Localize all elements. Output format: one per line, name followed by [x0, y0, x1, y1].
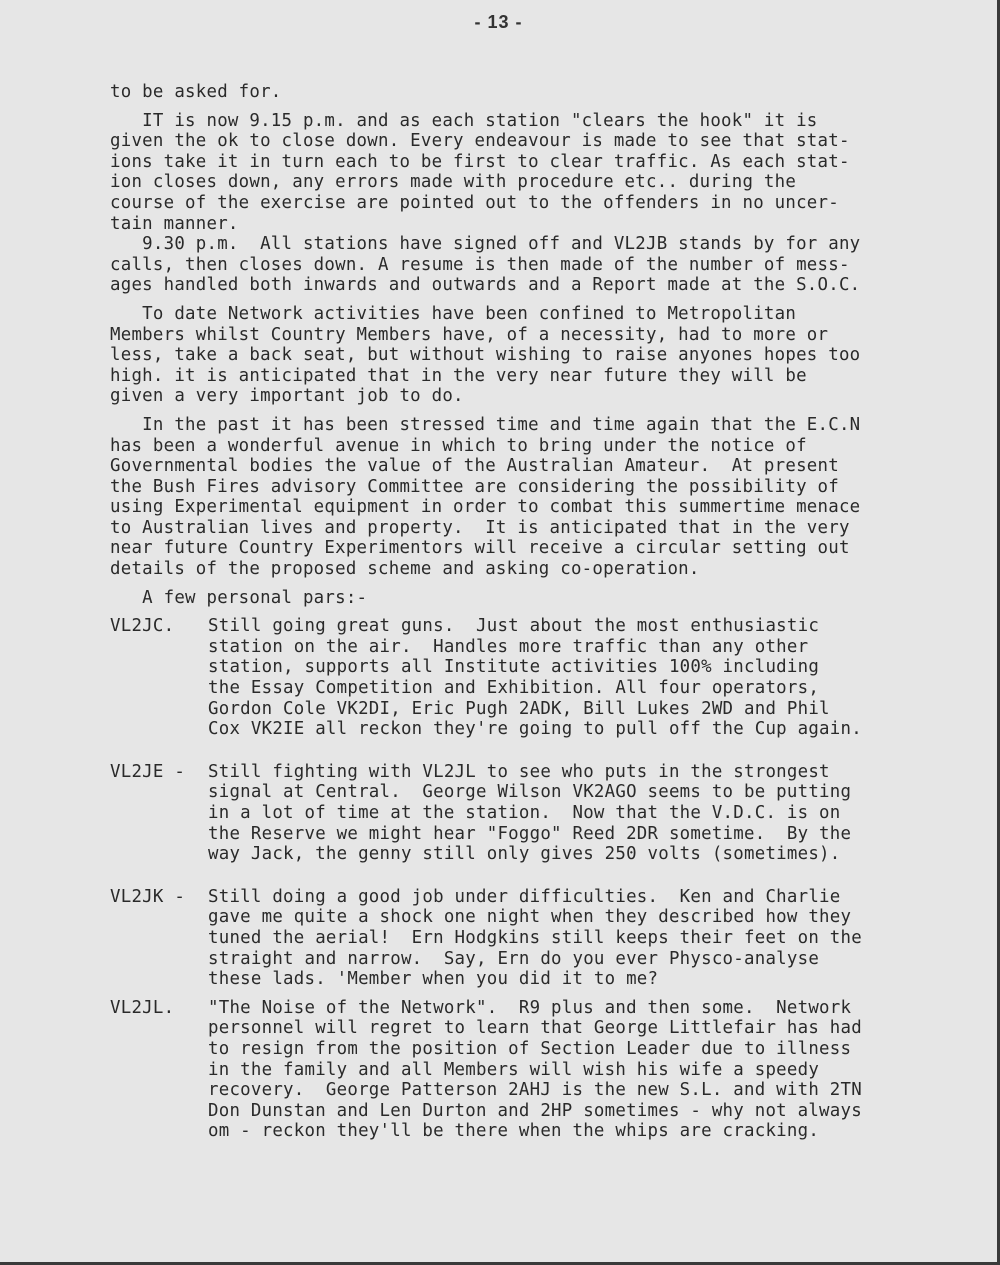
text-line: way Jack, the genny still only gives 250 volts (sometimes).: [208, 844, 841, 865]
page-body: [110, 82, 970, 1142]
personal-par-entry: [110, 887, 970, 990]
text-line: Don Dunstan and Len Durton and 2HP sometimes - why not always: [208, 1100, 862, 1121]
text-line: personnel will regret to learn that George Littlefair has had: [208, 1018, 862, 1039]
text-line: recovery. George Patterson 2AHJ is the new S.L. and with 2TN: [208, 1080, 862, 1101]
text-line: Still doing a good job under difficulties. Ken and Charlie: [208, 886, 841, 907]
text-line: "The Noise of the Network". R9 plus and then some. Network: [208, 997, 852, 1018]
text-line: using Experimental equipment in order to combat this summertime menace: [110, 497, 861, 518]
text-line: the Bush Fires advisory Committee are considering the possibility of: [110, 476, 839, 497]
text-line: near future Country Experimentors will receive a circular setting out: [110, 538, 850, 559]
text-line: signal at Central. George Wilson VK2AGO seems to be putting: [208, 782, 852, 803]
text-line: has been a wonderful avenue in which to bring under the notice of: [110, 435, 807, 456]
text-line: 9.30 p.m. All stations have signed off and VL2JB stands by for any: [110, 234, 861, 255]
personal-par-entry: [110, 998, 970, 1142]
text-line: in the family and all Members will wish his wife a speedy: [208, 1059, 820, 1080]
text-line: details of the proposed scheme and asking co-operation.: [110, 559, 700, 580]
text-line: Governmental bodies the value of the Australian Amateur. At present: [110, 456, 839, 477]
text-line: om - reckon they'll be there when the whips are cracking.: [208, 1121, 820, 1142]
text-line: course of the exercise are pointed out to the offenders in no uncer-: [110, 192, 839, 213]
text-line: ages handled both inwards and outwards and a Report made at the S.O.C.: [110, 275, 861, 296]
personal-par-entry: [110, 616, 970, 740]
paragraph: [110, 588, 970, 609]
text-line: to be asked for.: [110, 82, 282, 102]
text-line: to resign from the position of Section Leader due to illness: [208, 1038, 852, 1059]
text-line: Still fighting with VL2JL to see who puts in the strongest: [208, 761, 830, 782]
text-line: less, take a back seat, but without wishing to raise anyones hopes too: [110, 345, 861, 366]
text-line: IT is now 9.15 p.m. and as each station "clears the hook" it is: [110, 110, 818, 131]
text-line: the Essay Competition and Exhibition. All four operators,: [208, 678, 820, 699]
text-line: Still going great guns. Just about the most enthusiastic: [208, 616, 820, 637]
station-code: VL2JL.: [110, 997, 175, 1018]
text-line: In the past it has been stressed time and time again that the E.C.N: [110, 414, 861, 435]
personal-par-entry: [110, 762, 970, 865]
text-line: straight and narrow. Say, Ern do you ever Physco-analyse: [208, 948, 820, 969]
text-line: station on the air. Handles more traffic than any other: [208, 636, 809, 657]
text-line: the Reserve we might hear "Foggo" Reed 2DR sometime. By the: [208, 823, 852, 844]
text-line: To date Network activities have been confined to Metropolitan: [110, 303, 797, 324]
text-line: A few personal pars:-: [110, 587, 368, 608]
text-line: tain manner.: [110, 213, 239, 234]
station-code: VL2JC.: [110, 616, 175, 637]
text-line: ions take it in turn each to be first to clear traffic. As each stat-: [110, 151, 850, 172]
text-line: to Australian lives and property. It is anticipated that in the very: [110, 517, 850, 538]
text-line: given the ok to close down. Every endeavour is made to see that stat-: [110, 131, 850, 152]
text-line: tuned the aerial! Ern Hodgkins still keeps their feet on the: [208, 927, 862, 948]
station-code: VL2JE -: [110, 761, 186, 782]
text-line: in a lot of time at the station. Now that the V.D.C. is on: [208, 803, 841, 823]
text-line: station, supports all Institute activities 100% including: [208, 657, 820, 678]
paragraph: [110, 304, 970, 407]
paragraph: [110, 111, 970, 235]
text-line: these lads. 'Member when you did it to me?: [208, 969, 659, 990]
text-line: high. it is anticipated that in the very near future they will be: [110, 365, 807, 386]
page-number: - 13 -: [474, 12, 523, 32]
text-line: Members whilst Country Members have, of a necessity, had to more or: [110, 324, 829, 345]
paragraph: [110, 234, 970, 296]
paragraph: [110, 415, 970, 580]
text-line: Gordon Cole VK2DI, Eric Pugh 2ADK, Bill Lukes 2WD and Phil: [208, 698, 830, 719]
text-line: Cox VK2IE all reckon they're going to pull off the Cup again.: [208, 719, 862, 740]
station-code: VL2JK -: [110, 886, 186, 907]
paragraph: [110, 82, 970, 103]
text-line: ion closes down, any errors made with procedure etc.. during the: [110, 172, 797, 193]
text-line: gave me quite a shock one night when they described how they: [208, 907, 852, 928]
text-line: given a very important job to do.: [110, 386, 464, 407]
text-line: calls, then closes down. A resume is then made of the number of mess-: [110, 254, 850, 275]
